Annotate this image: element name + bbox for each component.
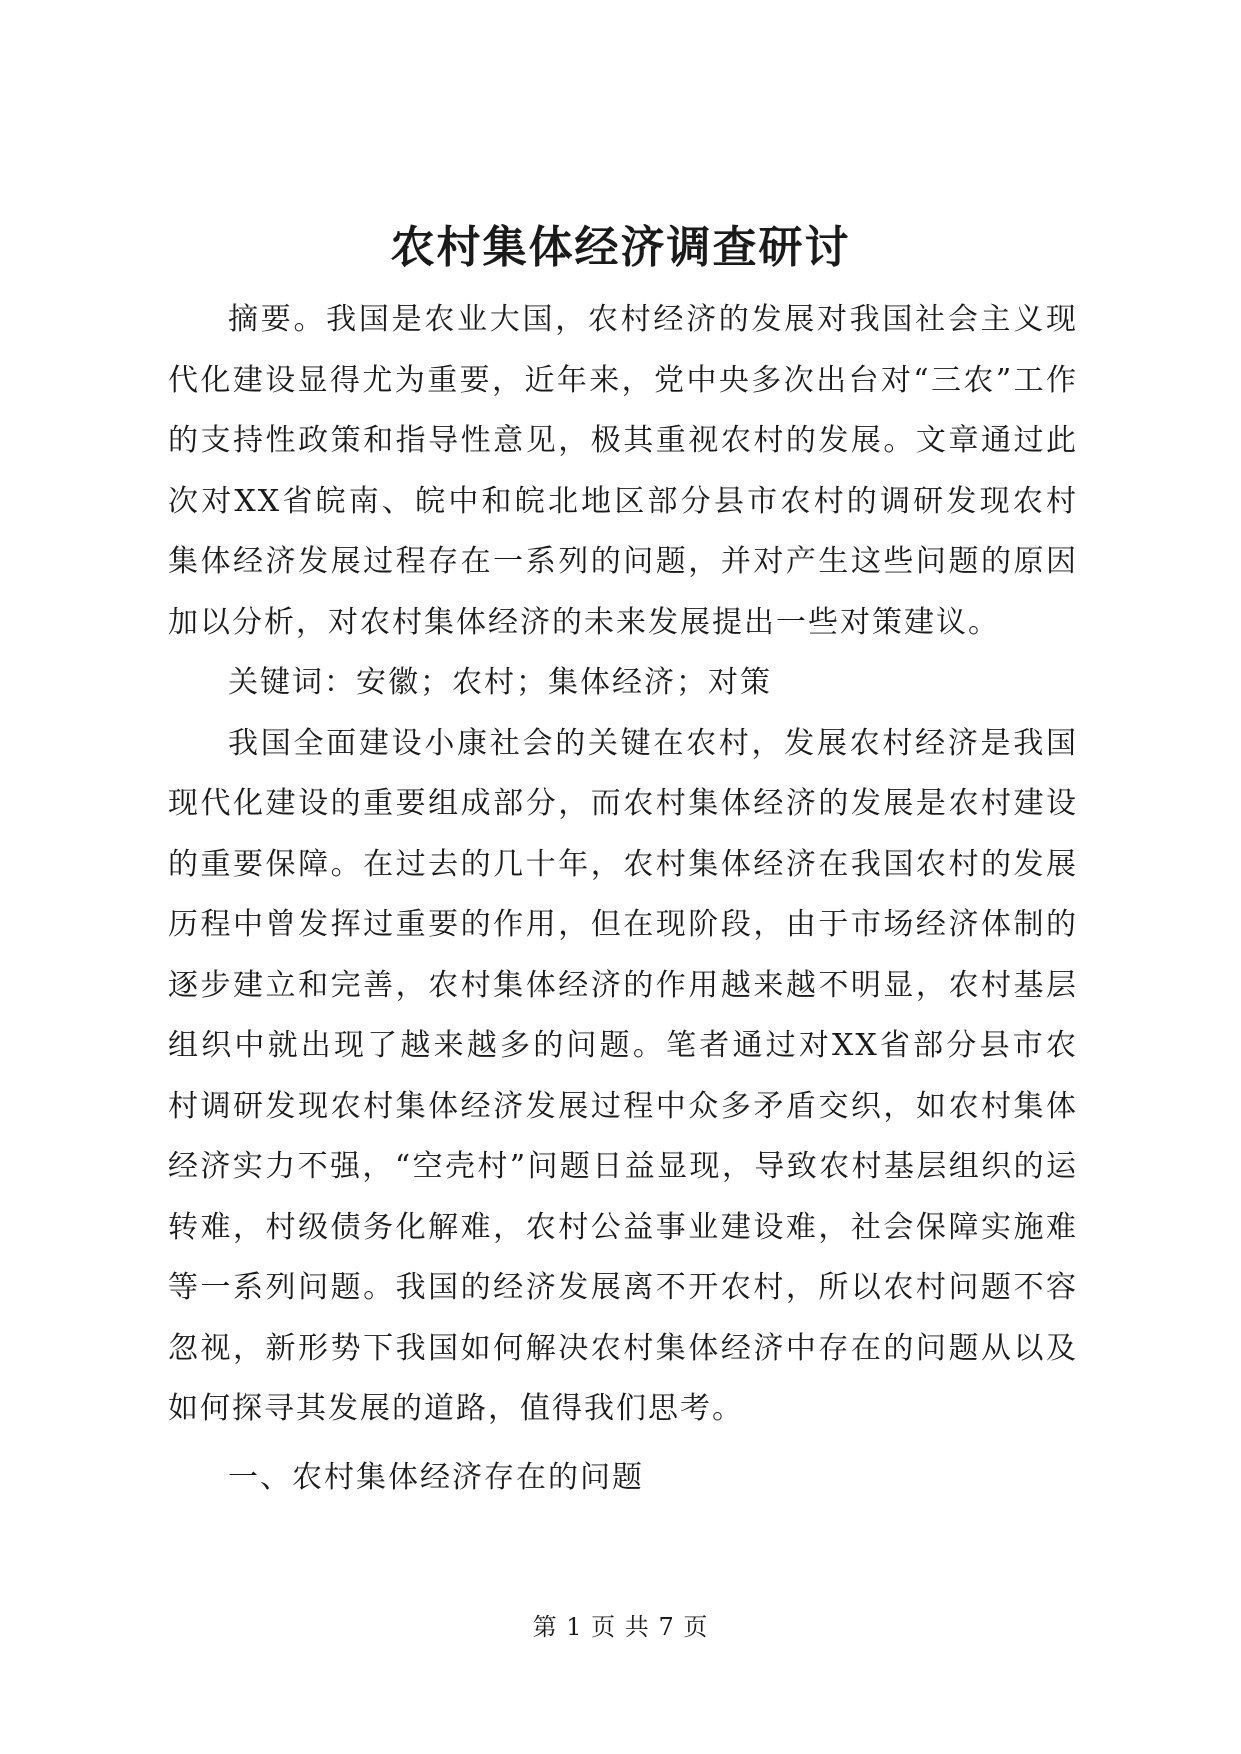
document-title: 农村集体经济调查研讨 bbox=[390, 222, 851, 273]
section-heading: 一、农村集体经济存在的问题 bbox=[228, 1459, 644, 1495]
document-body bbox=[168, 290, 1078, 1508]
page-footer: 第 1 页 共 7 页 bbox=[532, 1613, 709, 1641]
abstract-paragraph: 摘要。我国是农业大国，农村经济的发展对我国社会主义现代化建设显得尤为重要，近年来，党中央多次出台对“三农”工作的支持性政策和指导性意见，极其重视农村的发展。文章通过此次对XX省皖南、皖中和皖北地区部分县市农村的调研发现农村集体经济发展过程存在一系列的问题，并对产生这些问题的原因加以分析，对农村集体经济的未来发展提出一些对策建议。 bbox=[168, 302, 1078, 640]
keywords-paragraph: 关键词：安徽；农村；集体经济；对策 bbox=[228, 665, 772, 700]
intro-paragraph: 我国全面建设小康社会的关键在农村，发展农村经济是我国现代化建设的重要组成部分，而农村集体经济的发展是农村建设的重要保障。在过去的几十年，农村集体经济在我国农村的发展历程中曾发挥过重要的作用，但在现阶段，由于市场经济体制的逐步建立和完善，农村集体经济的作用越来越不明显，农村基层组织中就出现了越来越多的问题。笔者通过对XX省部分县市农村调研发现农村集体经济发展过程中众多矛盾交织，如农村集体经济实力不强，“空壳村”问题日益显现，导致农村基层组织的运转难，村级债务化解难，农村公益事业建设难，社会保障实施难等一系列问题。我国的经济发展离不开农村，所以农村问题不容忽视，新形势下我国如何解决农村集体经济中存在的问题从以及如何探寻其发展的道路，值得我们思考。 bbox=[168, 725, 1078, 1426]
